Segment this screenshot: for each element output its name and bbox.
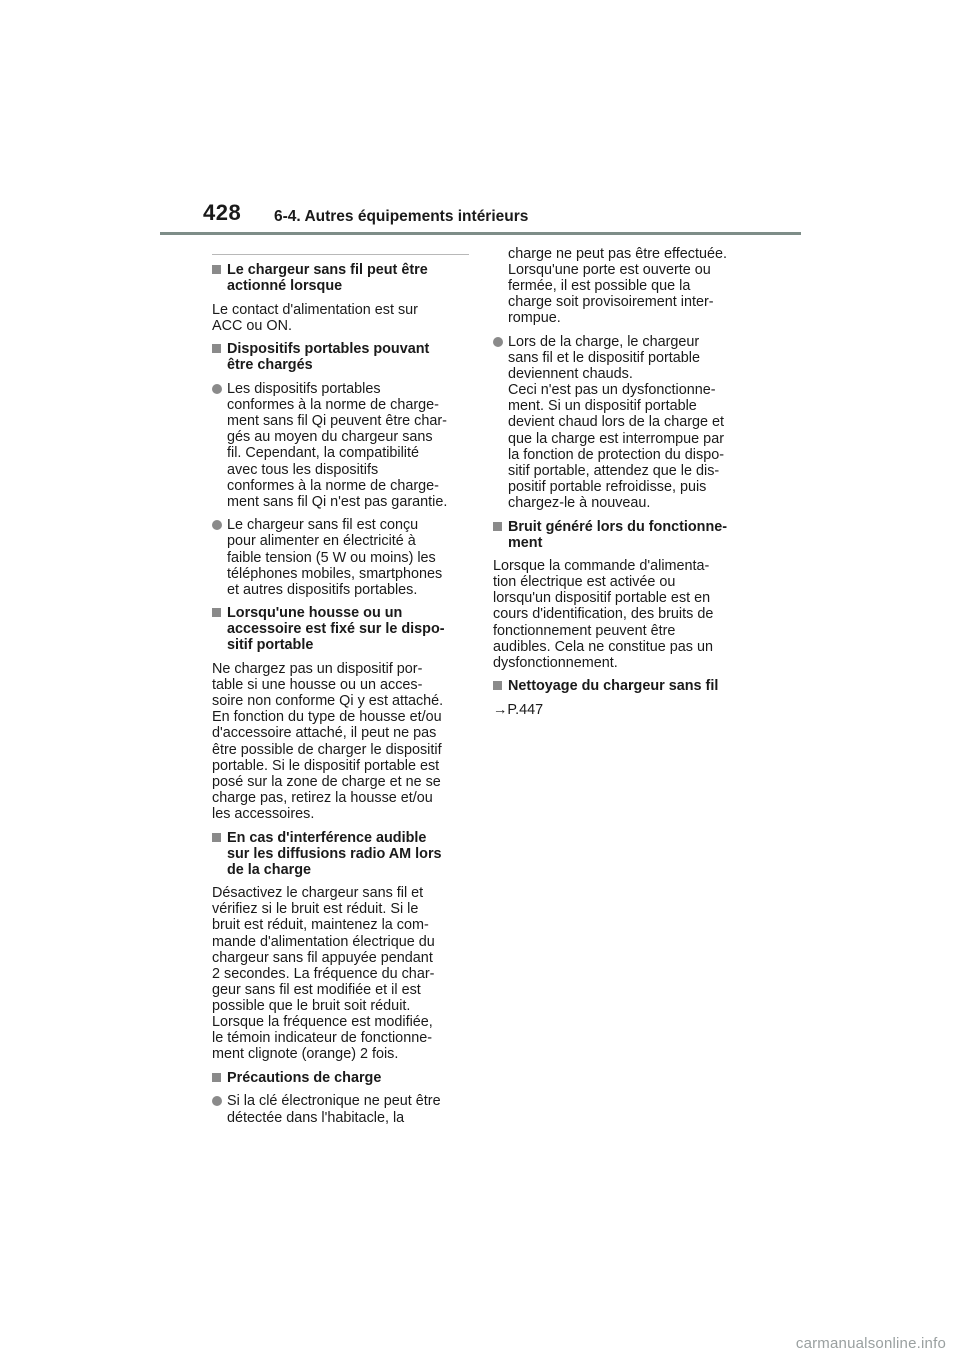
section-heading: Lorsqu'une housse ou un accessoire est fixé sur le dispo- sitif portable	[212, 605, 474, 653]
section-heading: Le chargeur sans fil peut être actionné lorsque	[212, 262, 474, 294]
section-heading: En cas d'interférence audible sur les diffusions radio AM lors de la charge	[212, 830, 474, 878]
page-reference-link[interactable]: →P.447	[493, 701, 544, 718]
paragraph: Lorsque la commande d'alimenta- tion électrique est activée ou lorsqu'un dispositif portable est en cours d'identification, des bruits de fonctionnement peuvent être audibles. Cela ne constitue pas un dysfonctionnement.	[493, 558, 714, 671]
paragraph: Désactivez le chargeur sans fil et vérifiez si le bruit est réduit. Si le bruit est réduit, maintenez la com- mande d'alimentation électrique du chargeur sans fil appuyée pendant 2 secondes. La fréquence du char- geur sans fil est modifiée et il est possible que le bruit soit réduit. Lorsque la fréquence est modifiée, le témoin indicateur de fonctionne- ment clignote (orange) 2 fois.	[212, 885, 435, 1063]
square-bullet-icon	[212, 605, 227, 653]
bullet-item: Lors de la charge, le chargeur sans fil et le dispositif portable deviennent chauds. Ceci n'est pas un dysfonctionne- ment. Si un dispositif portable devient chaud lors de la charge et que la charge est interrompue par la fonction de protection du dispo- sitif portable, attendez que le dis- positif portable refroidisse, puis chargez-le à nouveau.	[493, 334, 755, 511]
square-bullet-icon	[212, 341, 227, 373]
square-bullet-icon	[212, 262, 227, 294]
section-heading: Bruit généré lors du fonctionne- ment	[493, 519, 755, 551]
footer-watermark: carmanualsonline.info	[795, 1335, 946, 1352]
bullet-item: Le chargeur sans fil est conçu pour alimenter en électricité à faible tension (5 W ou moins) les téléphones mobiles, smartphones et autres dispositifs portables.	[212, 517, 474, 597]
left-column	[212, 262, 474, 1133]
square-bullet-icon	[212, 1070, 227, 1086]
header-rule	[160, 232, 801, 235]
right-column	[493, 246, 755, 726]
paragraph: Le contact d'alimentation est sur ACC ou ON.	[212, 301, 418, 334]
square-bullet-icon	[212, 830, 227, 878]
paragraph: Ne chargez pas un dispositif por- table si une housse ou un acces- soire non conforme Qi y est attaché. En fonction du type de housse et/ou d'accessoire attaché, il peut ne pas être possible de charger le dispositif portable. Si le dispositif portable est posé sur la zone de charge et ne se charge pas, retirez la housse et/ou les accessoires.	[212, 661, 444, 822]
square-bullet-icon	[493, 519, 508, 551]
circle-bullet-icon	[212, 381, 227, 510]
page-number: 428	[203, 200, 242, 225]
section-heading: Dispositifs portables pouvant être chargés	[212, 341, 474, 373]
section-title: 6-4. Autres équipements intérieurs	[274, 208, 529, 225]
bullet-continuation: charge ne peut pas être effectuée. Lorsqu'une porte est ouverte ou fermée, il est possible que la charge soit provisoirement inter- rompue.	[508, 246, 727, 327]
section-heading: Nettoyage du chargeur sans fil	[493, 678, 755, 694]
bullet-item: Les dispositifs portables conformes à la norme de charge- ment sans fil Qi peuvent être char- gés au moyen du chargeur sans fil. Cependant, la compatibilité avec tous les dispositifs conformes à la norme de charge- ment sans fil Qi n'est pas garantie.	[212, 381, 474, 510]
square-bullet-icon	[493, 678, 508, 694]
circle-bullet-icon	[493, 334, 508, 511]
bullet-item: Si la clé électronique ne peut être détectée dans l'habitacle, la	[212, 1093, 474, 1125]
column-top-rule	[212, 254, 469, 255]
circle-bullet-icon	[212, 517, 227, 597]
section-heading: Précautions de charge	[212, 1070, 474, 1086]
circle-bullet-icon	[212, 1093, 227, 1125]
